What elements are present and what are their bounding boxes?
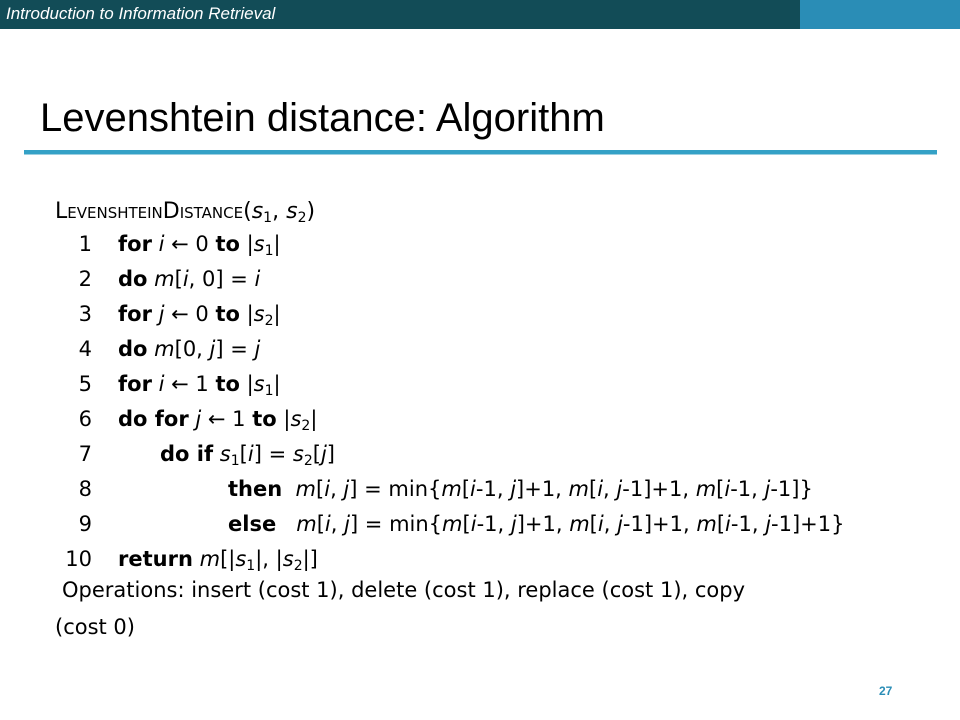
code-line-2: do m[i, 0] = i (118, 267, 261, 291)
code-line-9: else m[i, j] = min{m[i-1, j]+1, m[i, j-1]+1, m[i-1, j-1]+1} (228, 512, 845, 536)
code-line-10: return $m[|s_1|$, $|s_2|$] (118, 547, 318, 574)
line-number: 3 (78, 302, 92, 326)
line-number: 6 (78, 407, 92, 431)
code-line-6: do for j ← 1 to $|s_2|$ (118, 407, 318, 434)
line-number: 7 (78, 442, 92, 466)
code-line-4: do m[0, j] = j (118, 337, 261, 361)
line-number: 4 (78, 337, 92, 361)
line-number: 8 (78, 477, 92, 501)
course-title: Introduction to Information Retrieval (6, 4, 276, 23)
page-number: 27 (879, 684, 893, 698)
slide-title: Levenshtein distance: Algorithm (40, 96, 605, 140)
code-line-5: for i ← 1 to $|s_1|$ (118, 372, 281, 399)
line-number: 5 (78, 372, 92, 396)
algorithm-name: Levenshtein (55, 199, 163, 224)
algorithm-signature: $LevenshteinDistance(s_1$, $s_2$) (55, 199, 316, 226)
operations-text: Operations: insert (cost 1), delete (cost 1), replace (cost 1), copy (62, 578, 746, 602)
code-line-1: for i ← 0 to $|s_1|$ (118, 232, 281, 259)
line-number: 9 (78, 512, 92, 536)
code-line-3: for j ← 0 to $|s_2|$ (118, 302, 281, 329)
code-line-8: then m[i, j] = min{m[i-1, j]+1, m[i, j-1]+1, m[i-1, j-1]} (228, 477, 813, 501)
line-number: 10 (65, 547, 92, 571)
operations-text-continued: (cost 0) (55, 615, 135, 639)
algorithm-name-part: Distance (162, 199, 244, 224)
line-number: 1 (78, 232, 92, 256)
line-number: 2 (78, 267, 92, 291)
code-line-7: do if $s_1[i] = s_2[j]$ (160, 442, 335, 469)
